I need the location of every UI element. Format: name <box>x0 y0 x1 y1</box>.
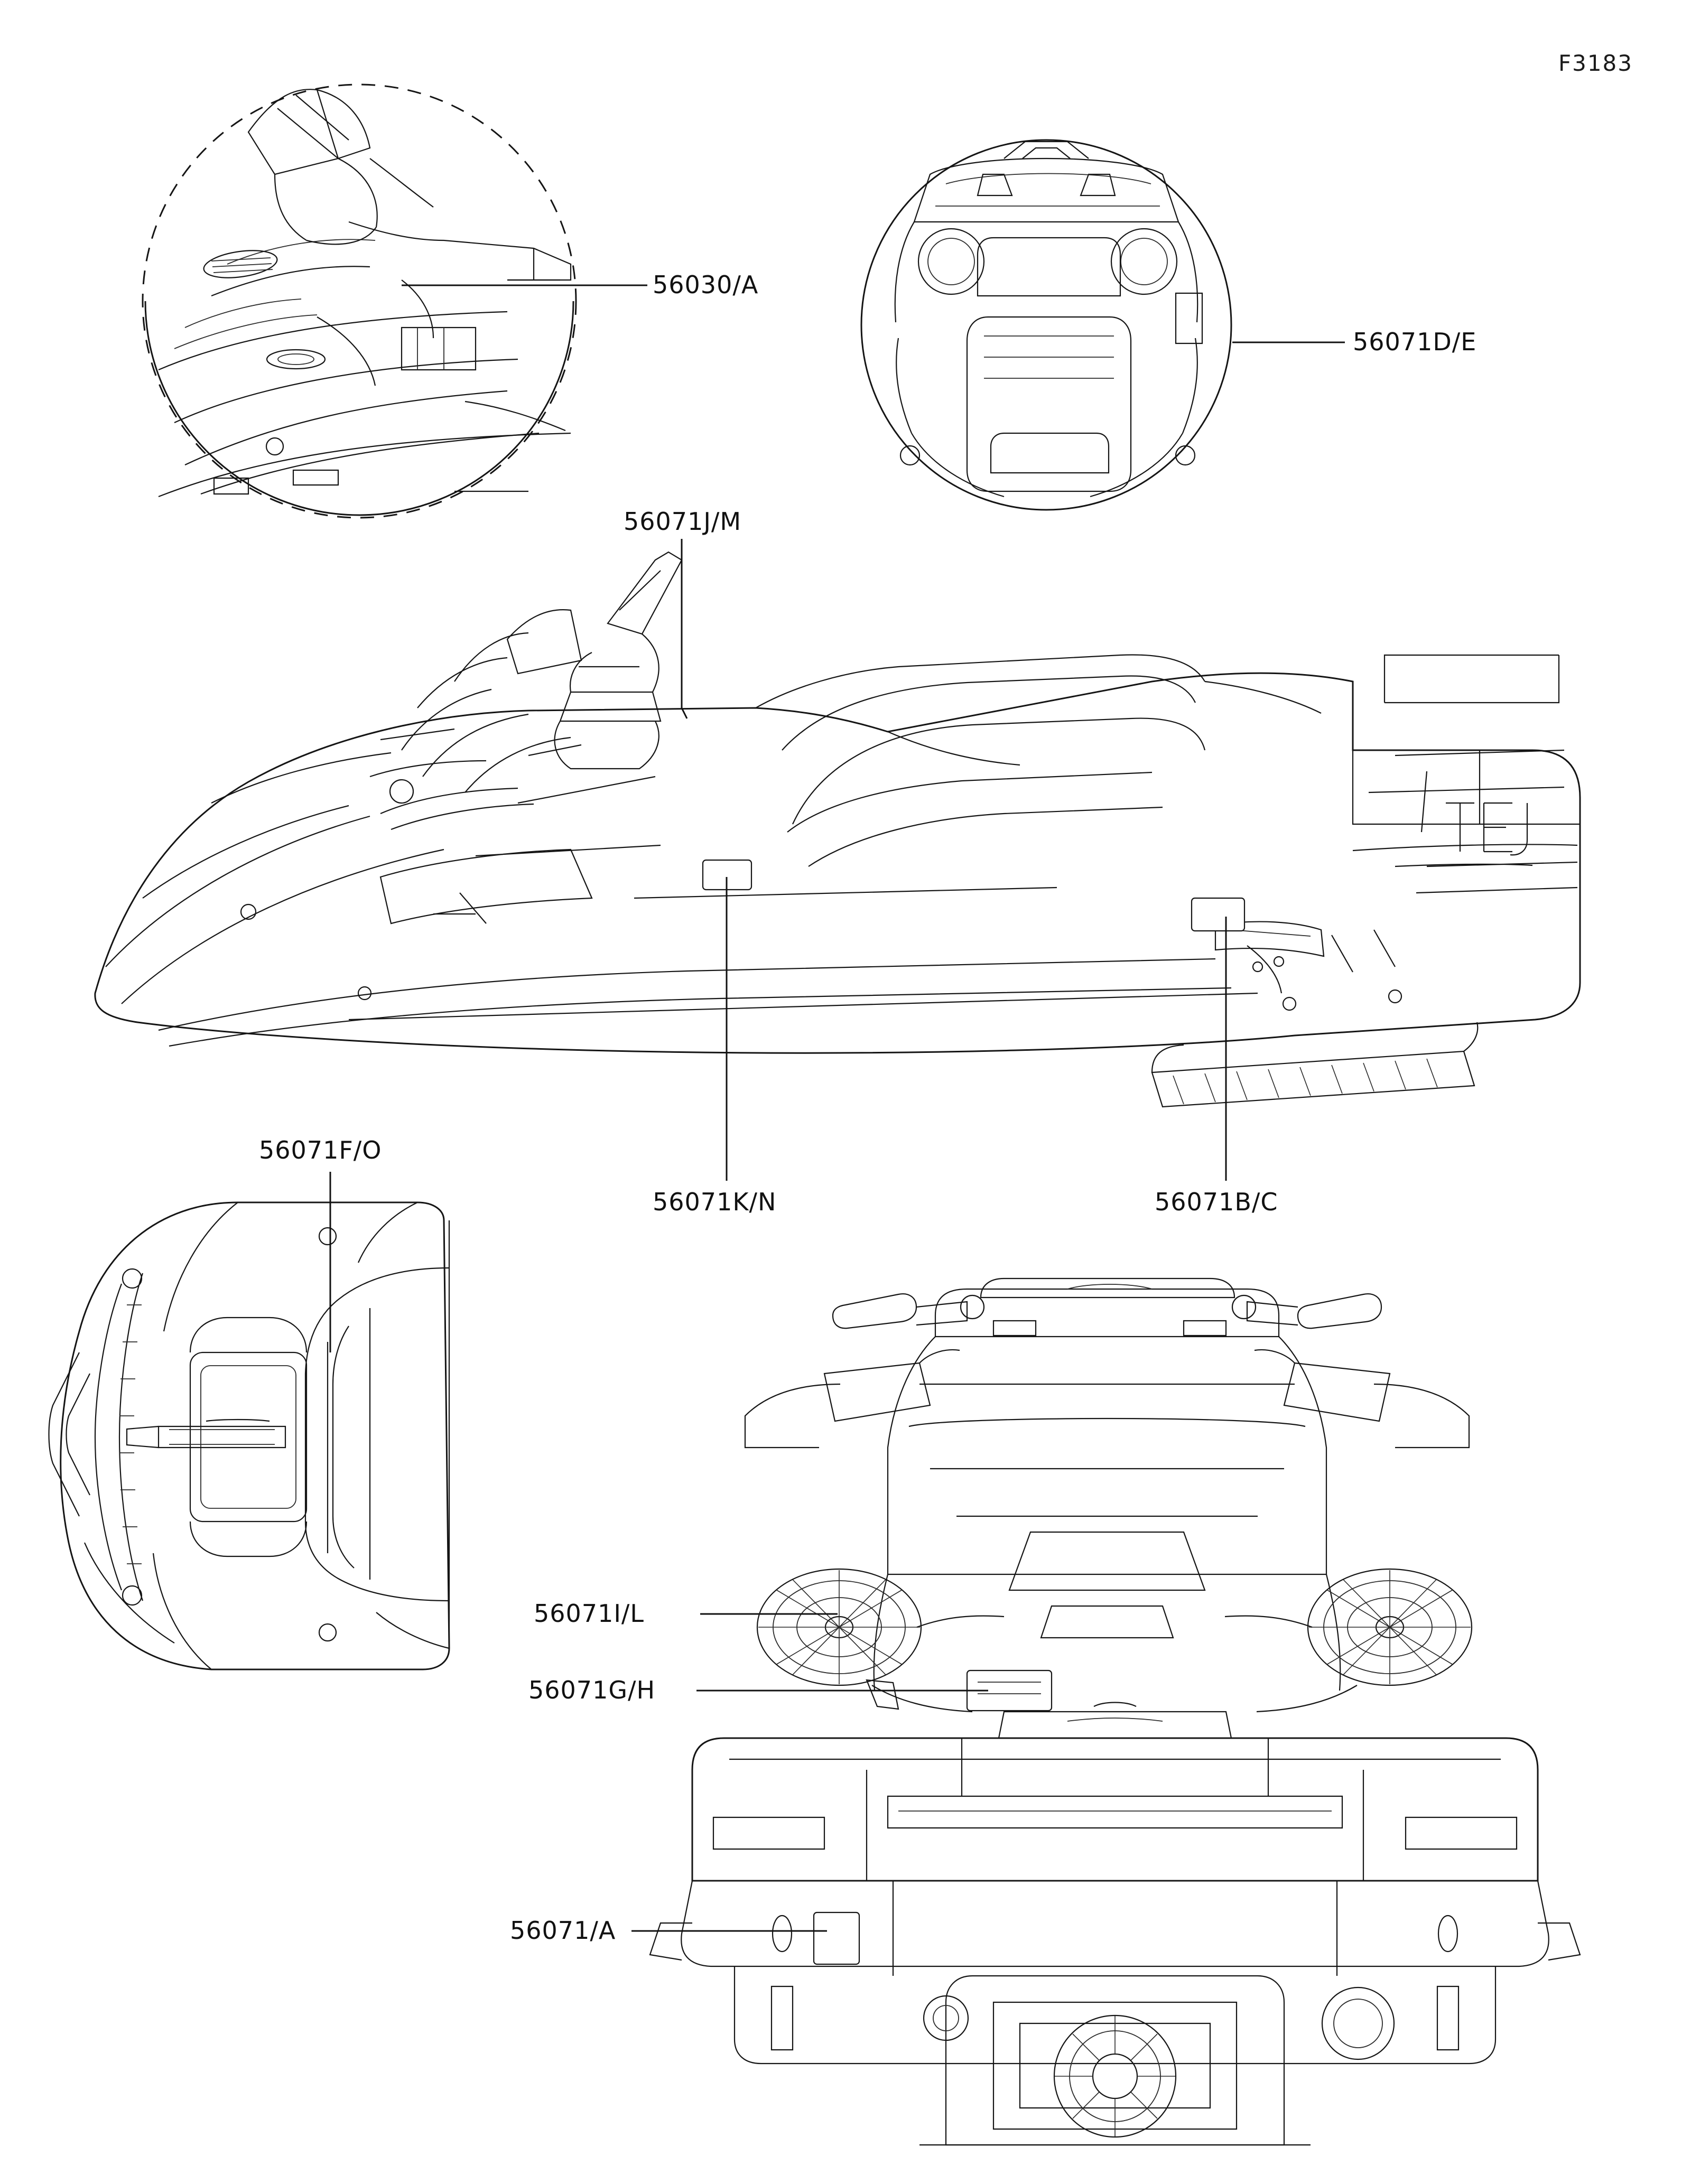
leader-lines <box>330 285 1345 1931</box>
side-view <box>95 552 1580 1107</box>
callout-56071j-m: 56071J/M <box>624 507 742 536</box>
callout-56071d-e: 56071D/E <box>1353 328 1477 356</box>
callout-56030-a: 56030/A <box>653 270 759 299</box>
sheet-code: F3183 <box>1558 50 1633 76</box>
detail-circle-upper-left <box>143 85 576 518</box>
speaker-right <box>1308 1569 1472 1685</box>
callout-56071g-h: 56071G/H <box>528 1676 656 1704</box>
callout-56071b-c: 56071B/C <box>1155 1188 1278 1216</box>
hull-mark-jet <box>1446 803 1527 855</box>
rear-view <box>650 1278 1580 2145</box>
speaker-left <box>757 1569 921 1685</box>
callout-56071i-l: 56071I/L <box>534 1599 645 1628</box>
top-view <box>49 1202 450 1669</box>
detail-circle-upper-right <box>861 140 1231 510</box>
callout-56071-a: 56071/A <box>510 1916 616 1945</box>
callout-56071k-n: 56071K/N <box>653 1188 777 1216</box>
callout-56071f-o: 56071F/O <box>259 1136 382 1164</box>
